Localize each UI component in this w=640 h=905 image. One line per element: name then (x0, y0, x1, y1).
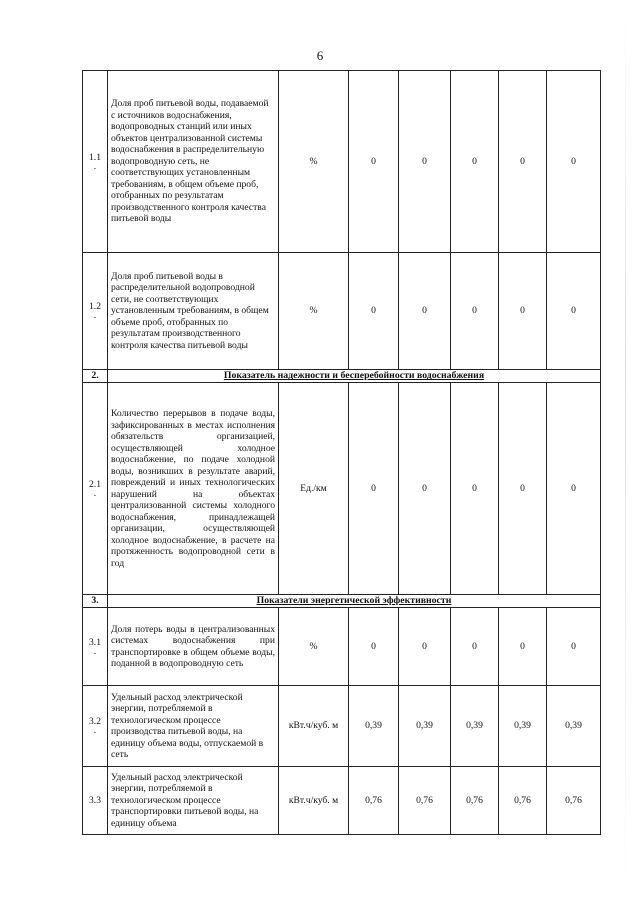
row-value: 0 (547, 383, 601, 595)
row-number: 3.3 (83, 767, 108, 835)
row-value: 0 (547, 608, 601, 686)
row-unit: Ед./км (279, 383, 349, 595)
row-value: 0,76 (451, 767, 499, 835)
row-value: 0 (349, 71, 399, 253)
row-value: 0,39 (451, 686, 499, 767)
row-description: Удельный расход электрической энергии, потребляемой в технологическом процессе производства питьевой воды, на единицу объема воды, отпускаемой в сеть (108, 686, 279, 767)
row-value: 0,39 (499, 686, 547, 767)
row-value: 0,39 (349, 686, 399, 767)
row-value: 0 (547, 253, 601, 370)
table-row (83, 253, 601, 370)
row-value: 0 (349, 608, 399, 686)
row-value: 0 (547, 71, 601, 253)
row-number: 3.1 . (83, 608, 108, 686)
row-value: 0,39 (399, 686, 451, 767)
row-value: 0,76 (399, 767, 451, 835)
row-number: 1.2 . (83, 253, 108, 370)
row-value: 0 (349, 253, 399, 370)
row-value: 0 (399, 253, 451, 370)
row-description: Доля проб питьевой воды в распределительной водопроводной сети, не соответствующих установленным требованиям, в общем объеме проб, отобранных по результатам производственного контроля качества питьевой воды (108, 253, 279, 370)
section-number: 2. (83, 370, 108, 383)
row-value: 0 (451, 608, 499, 686)
section-header-row (83, 595, 601, 608)
row-unit: % (279, 608, 349, 686)
row-value: 0 (499, 71, 547, 253)
row-description: Количество перерывов в подаче воды, зафиксированных в местах исполнения обязательств организацией, осуществляющей холодное водоснабжение, по подаче холодной воды, возникших в результате аварий, повреждений и иных технологических нарушений на объектах централизованной системы холодного водоснабжения, принадлежащей организации, осуществляющей холодное водоснабжение, в расчете на протяженность водопроводной сети в год (108, 383, 279, 595)
row-value: 0 (399, 608, 451, 686)
row-value: 0,76 (499, 767, 547, 835)
row-description: Удельный расход электрической энергии, потребляемой в технологическом процессе транспортировки питьевой воды, на единицу объема (108, 767, 279, 835)
table-row (83, 767, 601, 835)
row-value: 0,39 (547, 686, 601, 767)
row-value: 0 (399, 383, 451, 595)
row-number: 2.1 . (83, 383, 108, 595)
row-value: 0 (499, 383, 547, 595)
section-title: Показатель надежности и бесперебойности водоснабжения (108, 370, 601, 383)
row-value: 0 (451, 253, 499, 370)
scan-edge-mark (625, 0, 626, 905)
row-value: 0 (349, 383, 399, 595)
row-value: 0 (399, 71, 451, 253)
page-number: 6 (316, 48, 324, 63)
row-unit: % (279, 71, 349, 253)
row-unit: кВт.ч/куб. м (279, 767, 349, 835)
row-number: 1.1 . (83, 71, 108, 253)
row-value: 0,76 (547, 767, 601, 835)
row-value: 0 (499, 253, 547, 370)
table-row (83, 686, 601, 767)
table-row (83, 71, 601, 253)
row-number: 3.2 . (83, 686, 108, 767)
row-unit: % (279, 253, 349, 370)
indicators-table (82, 70, 601, 835)
row-value: 0 (451, 383, 499, 595)
section-title: Показатели энергетической эффективности (108, 595, 601, 608)
table-row (83, 383, 601, 595)
row-unit: кВт.ч/куб. м (279, 686, 349, 767)
row-value: 0 (499, 608, 547, 686)
table-row (83, 608, 601, 686)
row-value: 0 (451, 71, 499, 253)
row-description: Доля потерь воды в централизованных системах водоснабжения при транспортировке в общем объеме воды, поданной в водопроводную сеть (108, 608, 279, 686)
row-value: 0,76 (349, 767, 399, 835)
row-description: Доля проб питьевой воды, подаваемой с источников водоснабжения, водопроводных станций или иных объектов централизованной системы водоснабжения в распределительную водопроводную сеть, не соответствующих установленным требованиям, в общем объеме проб, отобранных по результатам производственного контроля качества питьевой воды (108, 71, 279, 253)
section-number: 3. (83, 595, 108, 608)
section-header-row (83, 370, 601, 383)
